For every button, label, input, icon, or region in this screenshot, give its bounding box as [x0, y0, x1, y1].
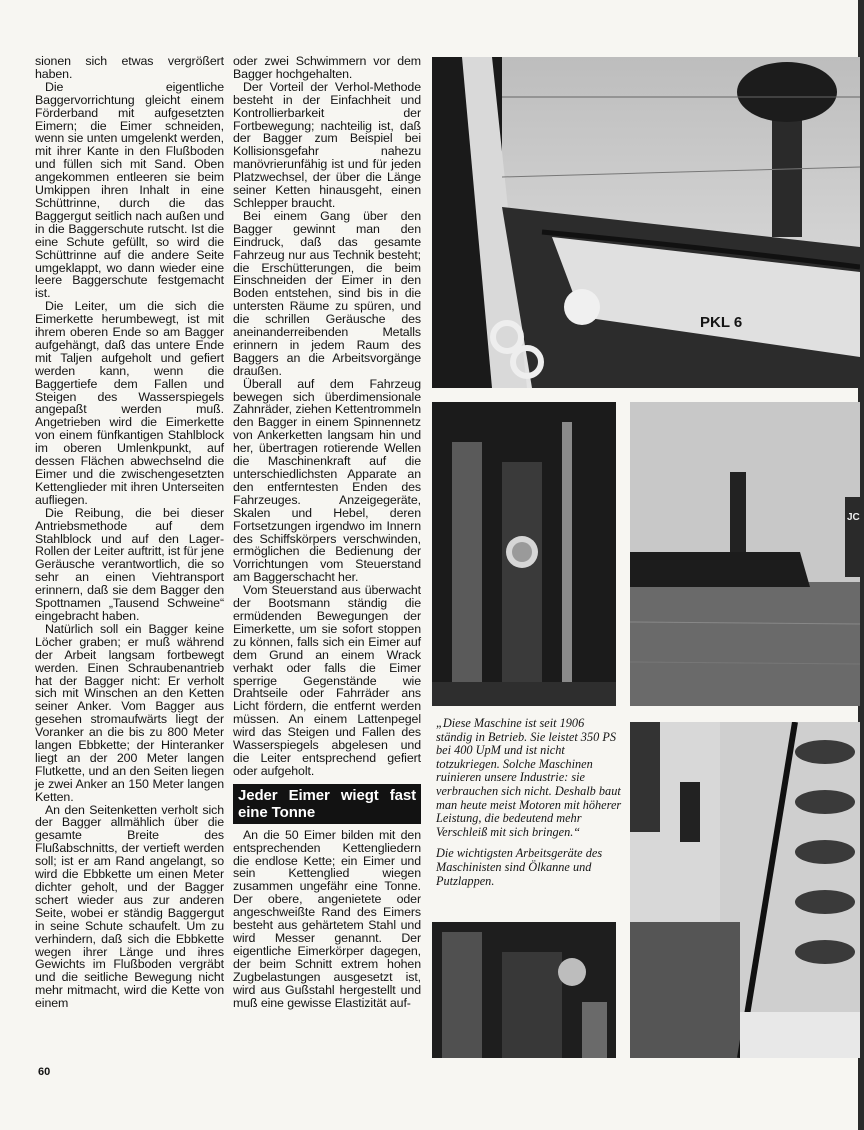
article-column-1 — [35, 55, 224, 1010]
paragraph: Vom Steuerstand aus überwacht der Bootsmann ständig die ermüdenden Bewegungen der Eimerkette, um sie sofort stoppen zu können, falls sich ein Eimer auf dem Grund an einem Wrack verhakt oder falls die Eimer sperrige Gegenstände wie Drahtseile oder Fahrräder ans Licht fördern, die entfernt werden müssen. An einem Lattenpegel wird das Steigen und Fallen des Wasserspiegels abgelesen und die Leiter entsprechend gefiert oder aufgeholt. — [233, 583, 421, 778]
paragraph: Die Leiter, um die sich die Eimerkette herumbewegt, ist mit ihrem oberen Ende so am Bagger aufgehängt, daß das untere Ende mit Taljen aufgeholt und gefiert werden kann, wenn die Baggertiefe dem Fallen und Steigen des Wasserspiegels angepaßt werden muß. Angetrieben wird die Eimerkette von einem fünfkantigen Stahlblock im oberen Umlenkpunkt, auf dessen Flächen abwechselnd die Eimer und die zwischengesetzten Kettenglieder mit ihren Unterseiten aufliegen. — [35, 299, 224, 507]
paragraph: An den Seitenketten verholt sich der Bagger allmählich über die gesamte Breite des Flußabschnitts, der vertieft werden soll; ist er am Rand angelangt, so wird die Ebbkette um einen Meter dichter geholt, und der Bagger schert wieder aus zur anderen Seite, wobei er ständig Baggergut in seine Schute schaufelt. Um zu verhindern, daß sich die Ebbkette wegen ihrer Länge und ihres Gewichts im Flußboden vergräbt und die seitliche Bewegung nicht mehr mitmacht, wird die Kette von einem — [35, 802, 224, 1011]
paragraph: sionen sich etwas vergrößert haben. — [35, 54, 224, 81]
paragraph: Natürlich soll ein Bagger keine Löcher graben; er muß während der Arbeit langsam fortbewegt werden. Einen Schraubenantrieb hat der Bagger nicht: Er verholt sich mit Winschen an den Ketten seiner Anker. Vom Bagger aus gesehen stromaufwärts liegt der Voranker an die bis zu 800 Meter langen Ebbkette; der Hinteranker liegt an der 200 Meter langen Flutkette, und an den Seiten liegen je zwei Anker an 150 Meter langen Ketten. — [35, 621, 224, 804]
paragraph: Bei einem Gang über den Bagger gewinnt man den Eindruck, daß das gesamte Fahrzeug nur aus Technik besteht; die Erschütterungen, die beim Einschneiden der Eimer in den Boden entstehen, sind bis in die untersten Räume zu spüren, und die schrillen Geräusche des aneinanderreibenden Metalls erinnern in jedem Raum des Baggers an die Arbeitsvorgänge draußen. — [233, 208, 421, 378]
caption-quote: „Diese Maschine ist seit 1906 ständig in Betrieb. Sie leistet 350 PS bei 400 UpM und ist nicht totzukriegen. Solche Maschinen ruinieren unsere Industrie: sie verbrauchen sich nicht. Deshalb baut man heute meist Motoren mit höherer Leistung, die bedeutend mehr Verschleiß mit sich bringen.“ — [436, 716, 622, 839]
article-column-2 — [233, 55, 421, 1009]
tug-lettering: JC — [847, 512, 860, 523]
caption-note: Die wichtigsten Arbeitsgeräte des Maschinisten sind Ölkanne und Putzlappen. — [436, 846, 603, 888]
paragraph: Die eigentliche Baggervorrichtung gleicht einem Förderband mit aufgesetzten Eimern; die Eimer schneiden, wenn sie unten umgelenkt werden, mit ihrer Kante in den Flußboden und füllen sich mit Sand. Oben angekommen entleeren sie beim Umkippen ihren Inhalt in eine Schüttrinne, durch die das Baggergut seitlich nach außen und in die Baggerschute rutscht. Ist die eine Schute gefüllt, so wird die Schüttrinne auf die andere Seite umgeklappt, wo dann wieder eine leere Baggerschute festgemacht ist. — [35, 79, 224, 301]
paragraph: An die 50 Eimer bilden mit den entsprechenden Kettengliedern die endlose Kette; ein Eimer und sein Kettenglied wiegen zusammen ungefähr eine Tonne. Der obere, angenietete oder angeschweißte Rand des Eimers besteht aus gehärtetem Stahl und wird Messer genannt. Der eigentliche Eimerkörper dagegen, der beim Schnitt extrem hohen Zugbelastungen ausgesetzt ist, wird aus Gußstahl hergestellt und muß eine gewisse Elastizität auf- — [233, 827, 421, 1010]
page-number: 60 — [38, 1066, 51, 1078]
paragraph: Überall auf dem Fahrzeug bewegen sich überdimensionale Zahnräder, ziehen Kettentrommeln den Bagger in einem Spinnennetz von Ankerketten langsam hin und her, übertragen rotierende Wellen die Maschinenkraft auf die unterschiedlichsten Apparate an den entferntesten Enden des Fahrzeuges. Anzeigegeräte, Skalen und Hebel, deren Fortsetzungen irgendwo im Innern des Schiffskörpers verschwinden, ermöglichen die Bedienung der Vorrichtungen vom Steuerstand am Baggerschacht her. — [233, 376, 421, 585]
photo-bucket-chain — [630, 722, 860, 1058]
photo-caption — [436, 717, 622, 896]
photo-dredger-hull — [432, 57, 860, 388]
photo-engine-room — [432, 402, 616, 706]
paragraph: oder zwei Schwimmern vor dem Bagger hochgehalten. — [233, 54, 421, 81]
photo-machinery — [432, 922, 616, 1058]
paragraph: Die Reibung, die bei dieser Antriebsmethode auf dem Stahlblock und auf den Lager-Rollen der Leiter auftritt, ist für jene Geräusche verantwortlich, die so sehr an einen Viehtransport erinnern, daß sie dem Bagger den Spottnamen „Tausend Schweine“ eingebracht haben. — [35, 505, 224, 623]
paragraph: Der Vorteil der Verhol-Methode besteht in der Einfachheit und Kontrollierbarkeit der Fortbewegung; nachteilig ist, daß der Bagger zum Beispiel bei Kollisionsgefahr nahezu manövrierunfähig ist und für jeden Platzwechsel, der über die Länge seiner Ketten hinausgeht, einen Schlepper braucht. — [233, 79, 421, 210]
hull-lettering: PKL 6 — [700, 314, 743, 331]
section-headline: Jeder Eimer wiegt fast eine Tonne — [233, 784, 421, 824]
photo-tug-river — [630, 402, 860, 706]
